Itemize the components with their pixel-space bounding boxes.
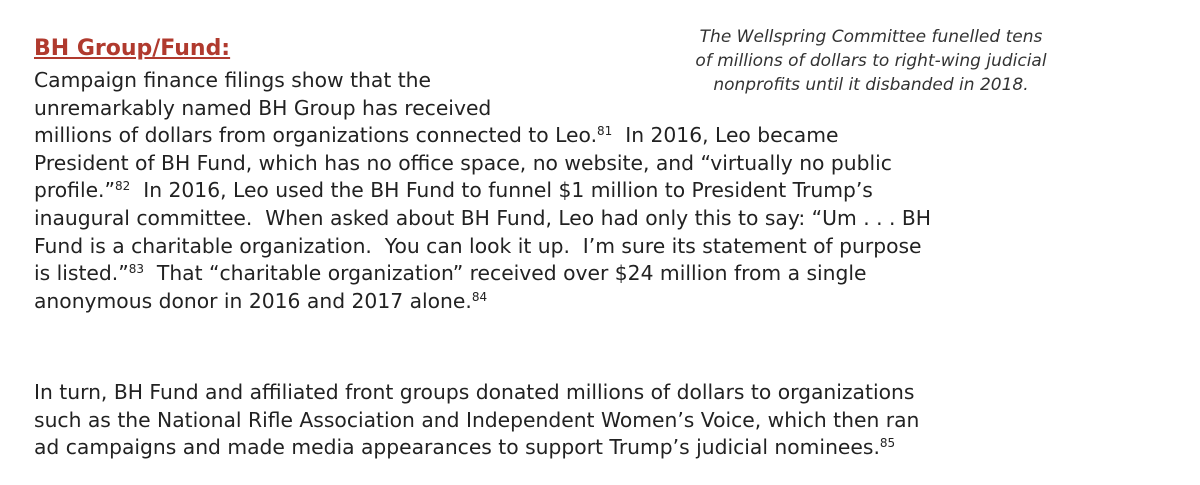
text-line bbox=[34, 288, 1194, 316]
text-run: anonymous donor in 2016 and 2017 alone. bbox=[34, 288, 472, 313]
text-line bbox=[34, 150, 1194, 178]
text-line bbox=[34, 407, 1194, 435]
section-heading: BH Group/Fund: bbox=[34, 36, 231, 61]
text-run: such as the National Rifle Association and Independent Women’s Voice, which then ran bbox=[34, 407, 920, 432]
footnote-ref: 84 bbox=[471, 289, 488, 304]
text-line bbox=[34, 205, 1194, 233]
text-line bbox=[34, 122, 1194, 150]
footnote-ref: 83 bbox=[128, 262, 145, 277]
text-run: ad campaigns and made media appearances to support Trump’s judicial nominees. bbox=[34, 435, 880, 460]
text-run: Campaign finance filings show that the bbox=[34, 68, 432, 92]
text-run: In 2016, Leo became bbox=[612, 123, 839, 148]
caption-line: nonprofits until it disbanded in 2018. bbox=[713, 75, 1029, 95]
text-line bbox=[34, 233, 1194, 261]
text-line bbox=[34, 379, 1194, 407]
text-run: In turn, BH Fund and affiliated front groups donated millions of dollars to organizations bbox=[34, 380, 915, 404]
text-run: millions of dollars from organizations connected to Leo. bbox=[34, 123, 598, 148]
footnote-ref: 81 bbox=[597, 124, 613, 139]
text-line bbox=[34, 177, 1194, 205]
text-line bbox=[34, 260, 1194, 288]
text-line bbox=[34, 95, 1194, 123]
text-run: unremarkably named BH Group has received bbox=[34, 95, 492, 120]
footnote-ref: 85 bbox=[879, 436, 896, 451]
caption-line: of millions of dollars to right-wing judicial bbox=[695, 51, 1047, 71]
footnote-ref: 82 bbox=[115, 179, 131, 194]
text-line bbox=[34, 434, 1194, 462]
text-run: President of BH Fund, which has no office space, no website, and “virtually no public bbox=[34, 150, 892, 175]
text-run: is listed.” bbox=[34, 261, 129, 286]
paragraph-2 bbox=[34, 379, 1194, 462]
paragraph-1 bbox=[34, 67, 1194, 315]
text-run: inaugural committee. When asked about BH Fund, Leo had only this to say: “Um . . . BH bbox=[34, 205, 932, 230]
text-run: In 2016, Leo used the BH Fund to funnel $1 million to President Trump’s bbox=[130, 178, 873, 203]
text-run: profile.” bbox=[34, 178, 116, 203]
caption-line: The Wellspring Committee funelled tens bbox=[699, 27, 1043, 47]
text-run: Fund is a charitable organization. You can look it up. I’m sure its statement of purpose bbox=[34, 233, 922, 258]
text-line bbox=[34, 67, 1194, 95]
text-run: That “charitable organization” received over $24 million from a single bbox=[144, 261, 867, 286]
